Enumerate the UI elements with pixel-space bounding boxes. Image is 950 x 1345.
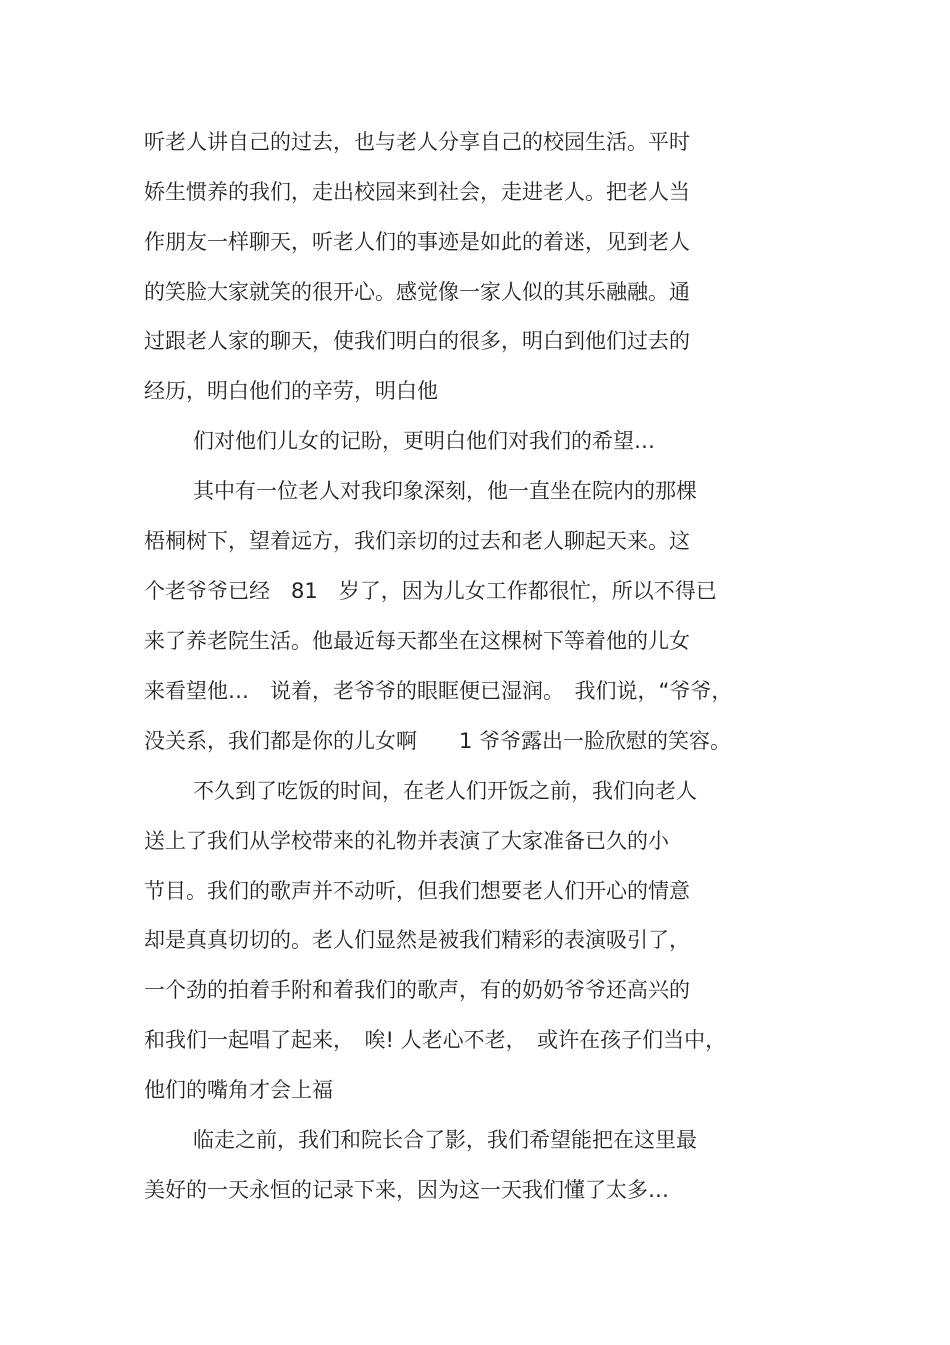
text-line: 不久到了吃饭的时间，在老人们开饭之前，我们向老人	[193, 779, 697, 803]
text-line: 的笑脸大家就笑的很开心。感觉像一家人似的其乐融融。通	[144, 280, 690, 304]
text-line: 娇生惯养的我们，走出校园来到社会，走进老人。把老人当	[144, 180, 690, 204]
text-line: 经历，明白他们的辛劳，明白他	[144, 379, 438, 403]
text-line: 听老人讲自己的过去，也与老人分享自己的校园生活。平时	[144, 130, 690, 154]
text-line: 一个劲的拍着手附和着我们的歌声，有的奶奶爷爷还高兴的	[144, 978, 690, 1002]
text-line: 个老爷爷已经 81 岁了，因为儿女工作都很忙，所以不得已	[144, 579, 717, 603]
text-line: 美好的一天永恒的记录下来，因为这一天我们懂了太多…	[144, 1178, 669, 1202]
text-line: 梧桐树下，望着远方，我们亲切的过去和老人聊起天来。这	[144, 529, 690, 553]
text-line: 却是真真切切的。老人们显然是被我们精彩的表演吸引了，	[144, 928, 690, 952]
text-line: 们对他们儿女的记盼，更明白他们对我们的希望…	[193, 429, 655, 453]
text-line: 他们的嘴角才会上福	[144, 1078, 333, 1102]
text-line: 临走之前，我们和院长合了影，我们希望能把在这里最	[193, 1128, 697, 1152]
text-line: 过跟老人家的聊天，使我们明白的很多，明白到他们过去的	[144, 329, 690, 353]
text-line: 没关系，我们都是你的儿女啊 1 爷爷露出一脸欣慰的笑容。	[144, 729, 732, 753]
text-line: 送上了我们从学校带来的礼物并表演了大家准备已久的小	[144, 829, 669, 853]
text-line: 来了养老院生活。他最近每天都坐在这棵树下等着他的儿女	[144, 629, 690, 653]
text-line: 其中有一位老人对我印象深刻，他一直坐在院内的那棵	[193, 479, 697, 503]
text-line: 和我们一起唱了起来， 唉! 人老心不老， 或许在孩子们当中，	[144, 1028, 727, 1052]
text-line: 节目。我们的歌声并不动听，但我们想要老人们开心的情意	[144, 879, 690, 903]
text-line: 来看望他… 说着，老爷爷的眼眶便已湿润。 我们说，“爷爷，	[144, 679, 733, 703]
text-line: 作朋友一样聊天，听老人们的事迹是如此的着迷，见到老人	[144, 230, 690, 254]
